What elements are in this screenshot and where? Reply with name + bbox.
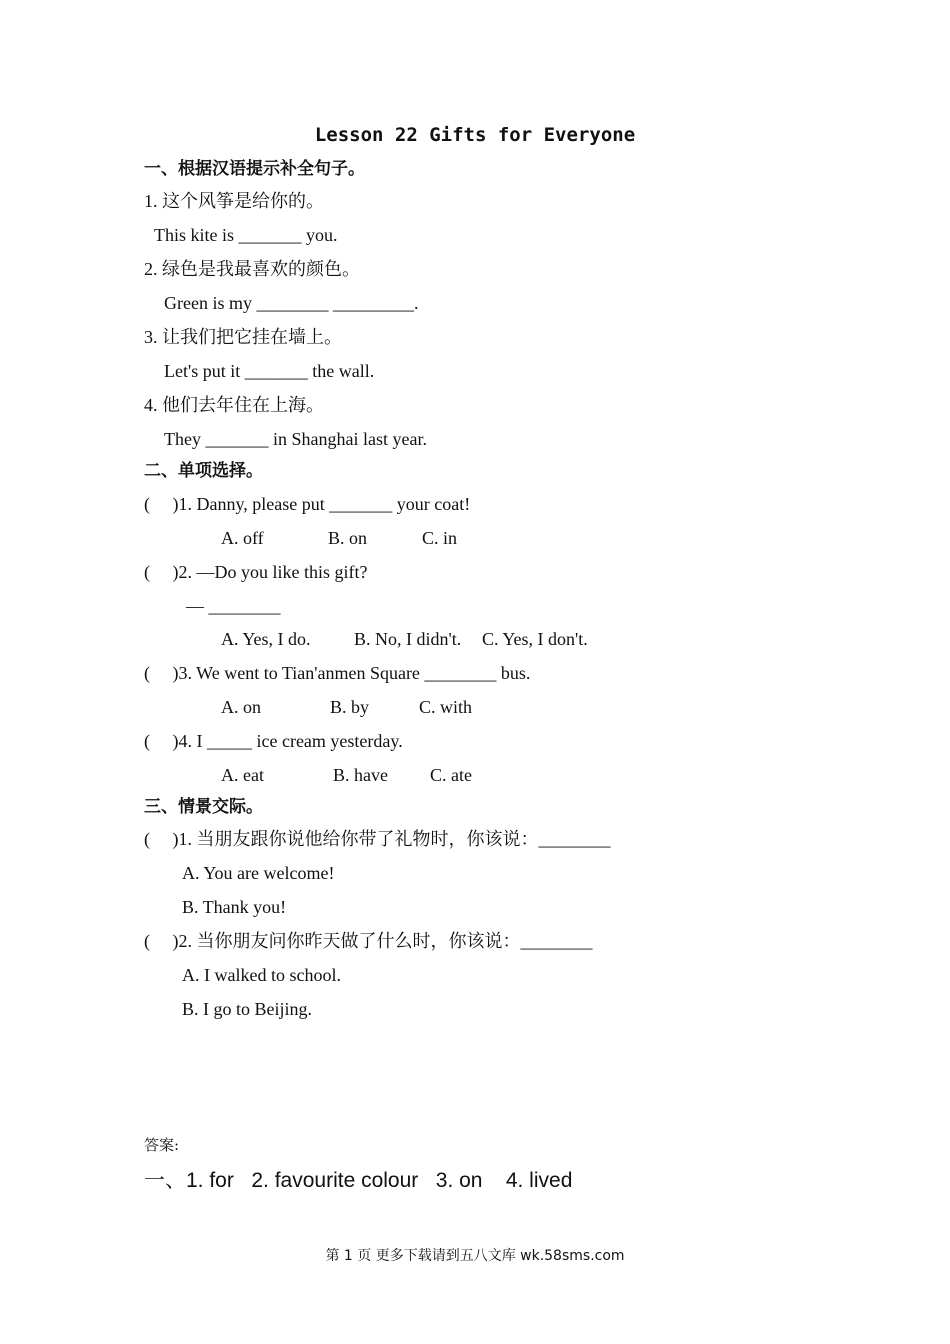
s1-item4-english: They _______ in Shanghai last year. xyxy=(164,429,427,449)
s1-item1-english: This kite is _______ you. xyxy=(154,225,338,245)
s1-item1-chinese: 1. 这个风筝是给你的。 xyxy=(144,191,324,211)
s2-q1-text: ( )1. Danny, please put _______ your coat! xyxy=(144,494,471,514)
s3-q1-text: ( )1. 当朋友跟你说他给你带了礼物时，你该说：________ xyxy=(144,829,611,849)
s3-q2-option-b: B. I go to Beijing. xyxy=(182,999,312,1019)
section3-heading: 三、情景交际。 xyxy=(144,797,263,817)
s3-q2-text: ( )2. 当你朋友问你昨天做了什么时，你该说：________ xyxy=(144,931,593,951)
s2-q4-option-c: C. ate xyxy=(430,765,472,785)
s2-q3-text: ( )3. We went to Tian'anmen Square ________ bus. xyxy=(144,663,531,683)
s2-q2-reply: — ________ xyxy=(186,596,281,616)
s2-q3-option-c: C. with xyxy=(419,697,473,717)
answers-line: 一、1. for 2. favourite colour 3. on 4. lived xyxy=(144,1169,573,1192)
s1-item4-chinese: 4. 他们去年住在上海。 xyxy=(144,395,324,415)
answers-label: 答案: xyxy=(144,1136,180,1154)
page-footer: 第 1 页 更多下载请到五八文库 wk.58sms.com xyxy=(325,1248,625,1264)
s2-q1-option-a: A. off xyxy=(221,528,264,548)
s2-q3-option-a: A. on xyxy=(221,697,261,717)
section1-heading: 一、根据汉语提示补全句子。 xyxy=(144,159,365,179)
section2-heading: 二、单项选择。 xyxy=(144,461,263,481)
s2-q2-option-a: A. Yes, I do. xyxy=(221,629,311,649)
s1-item2-english: Green is my ________ _________. xyxy=(164,293,419,313)
s2-q4-option-b: B. have xyxy=(333,765,388,785)
s3-q1-option-b: B. Thank you! xyxy=(182,897,287,917)
s1-item3-chinese: 3. 让我们把它挂在墙上。 xyxy=(144,327,342,347)
s3-q1-option-a: A. You are welcome! xyxy=(182,863,335,883)
s2-q2-option-b: B. No, I didn't. xyxy=(354,629,462,649)
s2-q3-option-b: B. by xyxy=(330,697,370,717)
s2-q2-text: ( )2. —Do you like this gift? xyxy=(144,562,368,582)
s2-q4-option-a: A. eat xyxy=(221,765,264,785)
page-title: Lesson 22 Gifts for Everyone xyxy=(314,124,636,146)
s2-q2-option-c: C. Yes, I don't. xyxy=(482,629,588,649)
s2-q1-option-b: B. on xyxy=(328,528,368,548)
s3-q2-option-a: A. I walked to school. xyxy=(182,965,341,985)
s2-q4-text: ( )4. I _____ ice cream yesterday. xyxy=(144,731,403,751)
s1-item3-english: Let's put it _______ the wall. xyxy=(164,361,375,381)
s2-q1-option-c: C. in xyxy=(422,528,458,548)
s1-item2-chinese: 2. 绿色是我最喜欢的颜色。 xyxy=(144,259,360,279)
